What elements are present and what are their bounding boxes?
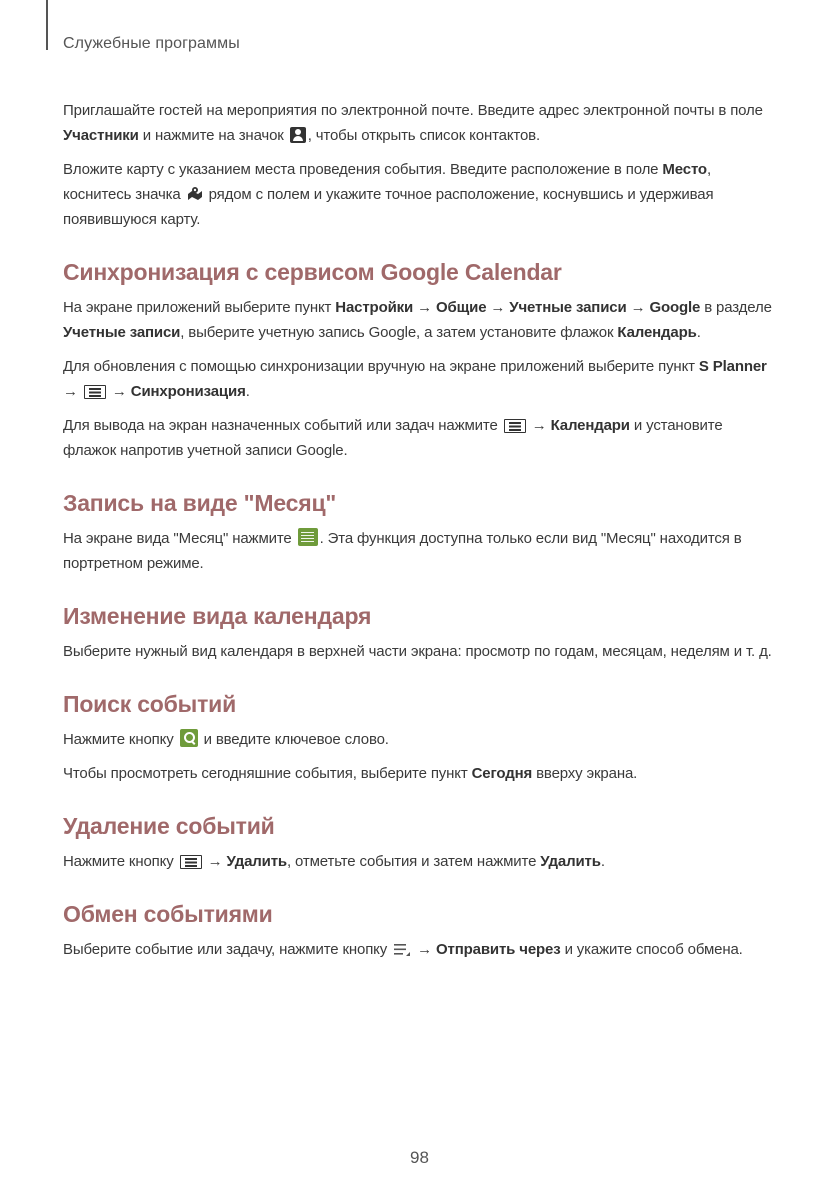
sync-paragraph-calendars: Для вывода на экран назначенных событий или задач нажмите → Календари и установите флажок напротив учетной записи Google. <box>63 417 723 459</box>
share-paragraph: Выберите событие или задачу, нажмите кнопку → Отправить через и укажите способ обмена. <box>63 941 743 958</box>
map-icon <box>187 186 203 202</box>
options-list-icon <box>393 943 411 957</box>
heading-delete-events: Удаление событий <box>63 813 275 839</box>
sync-paragraph-settings: На экране приложений выберите пункт Настройки → Общие → Учетные записи → Google в разделе Учетные записи, выберите учетную запись Google, а затем установите флажок Календарь. <box>63 299 772 341</box>
page-number: 98 <box>410 1148 429 1167</box>
heading-month-entry: Запись на виде "Месяц" <box>63 490 337 516</box>
add-event-icon <box>298 528 318 546</box>
heading-change-view: Изменение вида календаря <box>63 603 372 629</box>
heading-share-events: Обмен событиями <box>63 901 273 927</box>
term-location: Место <box>662 161 707 178</box>
month-paragraph: На экране вида "Месяц" нажмите . Эта функция доступна только если вид "Месяц" находится в портретном режиме. <box>63 530 742 572</box>
heading-google-sync: Синхронизация с сервисом Google Calendar <box>63 259 562 285</box>
search-icon <box>180 729 198 747</box>
delete-paragraph: Нажмите кнопку → Удалить, отметьте события и затем нажмите Удалить. <box>63 853 605 870</box>
intro-paragraph-map: Вложите карту с указанием места проведения события. Введите расположение в поле Место, коснитесь значка рядом с полем и укажите точное расположение, коснувшись и удерживая появившуюся карту. <box>63 161 714 228</box>
heading-search-events: Поиск событий <box>63 691 237 717</box>
header-rule <box>46 0 48 50</box>
term-participants: Участники <box>63 127 139 144</box>
menu-icon <box>180 855 202 869</box>
contacts-icon <box>290 127 306 143</box>
section-header: Служебные программы <box>63 35 240 52</box>
sync-paragraph-manual: Для обновления с помощью синхронизации вручную на экране приложений выберите пункт S Planner → → Синхронизация. <box>63 358 767 400</box>
page-content <box>63 98 775 971</box>
intro-paragraph-guests: Приглашайте гостей на мероприятия по электронной почте. Введите адрес электронной почты в поле Участники и нажмите на значок , чтобы открыть список контактов. <box>63 102 763 144</box>
search-paragraph-today: Чтобы просмотреть сегодняшние события, выберите пункт Сегодня вверху экрана. <box>63 765 638 782</box>
menu-icon <box>504 419 526 433</box>
view-paragraph: Выберите нужный вид календаря в верхней части экрана: просмотр по годам, месяцам, неделям и т. д. <box>63 643 772 660</box>
menu-icon <box>84 385 106 399</box>
search-paragraph-button: Нажмите кнопку и введите ключевое слово. <box>63 731 389 748</box>
